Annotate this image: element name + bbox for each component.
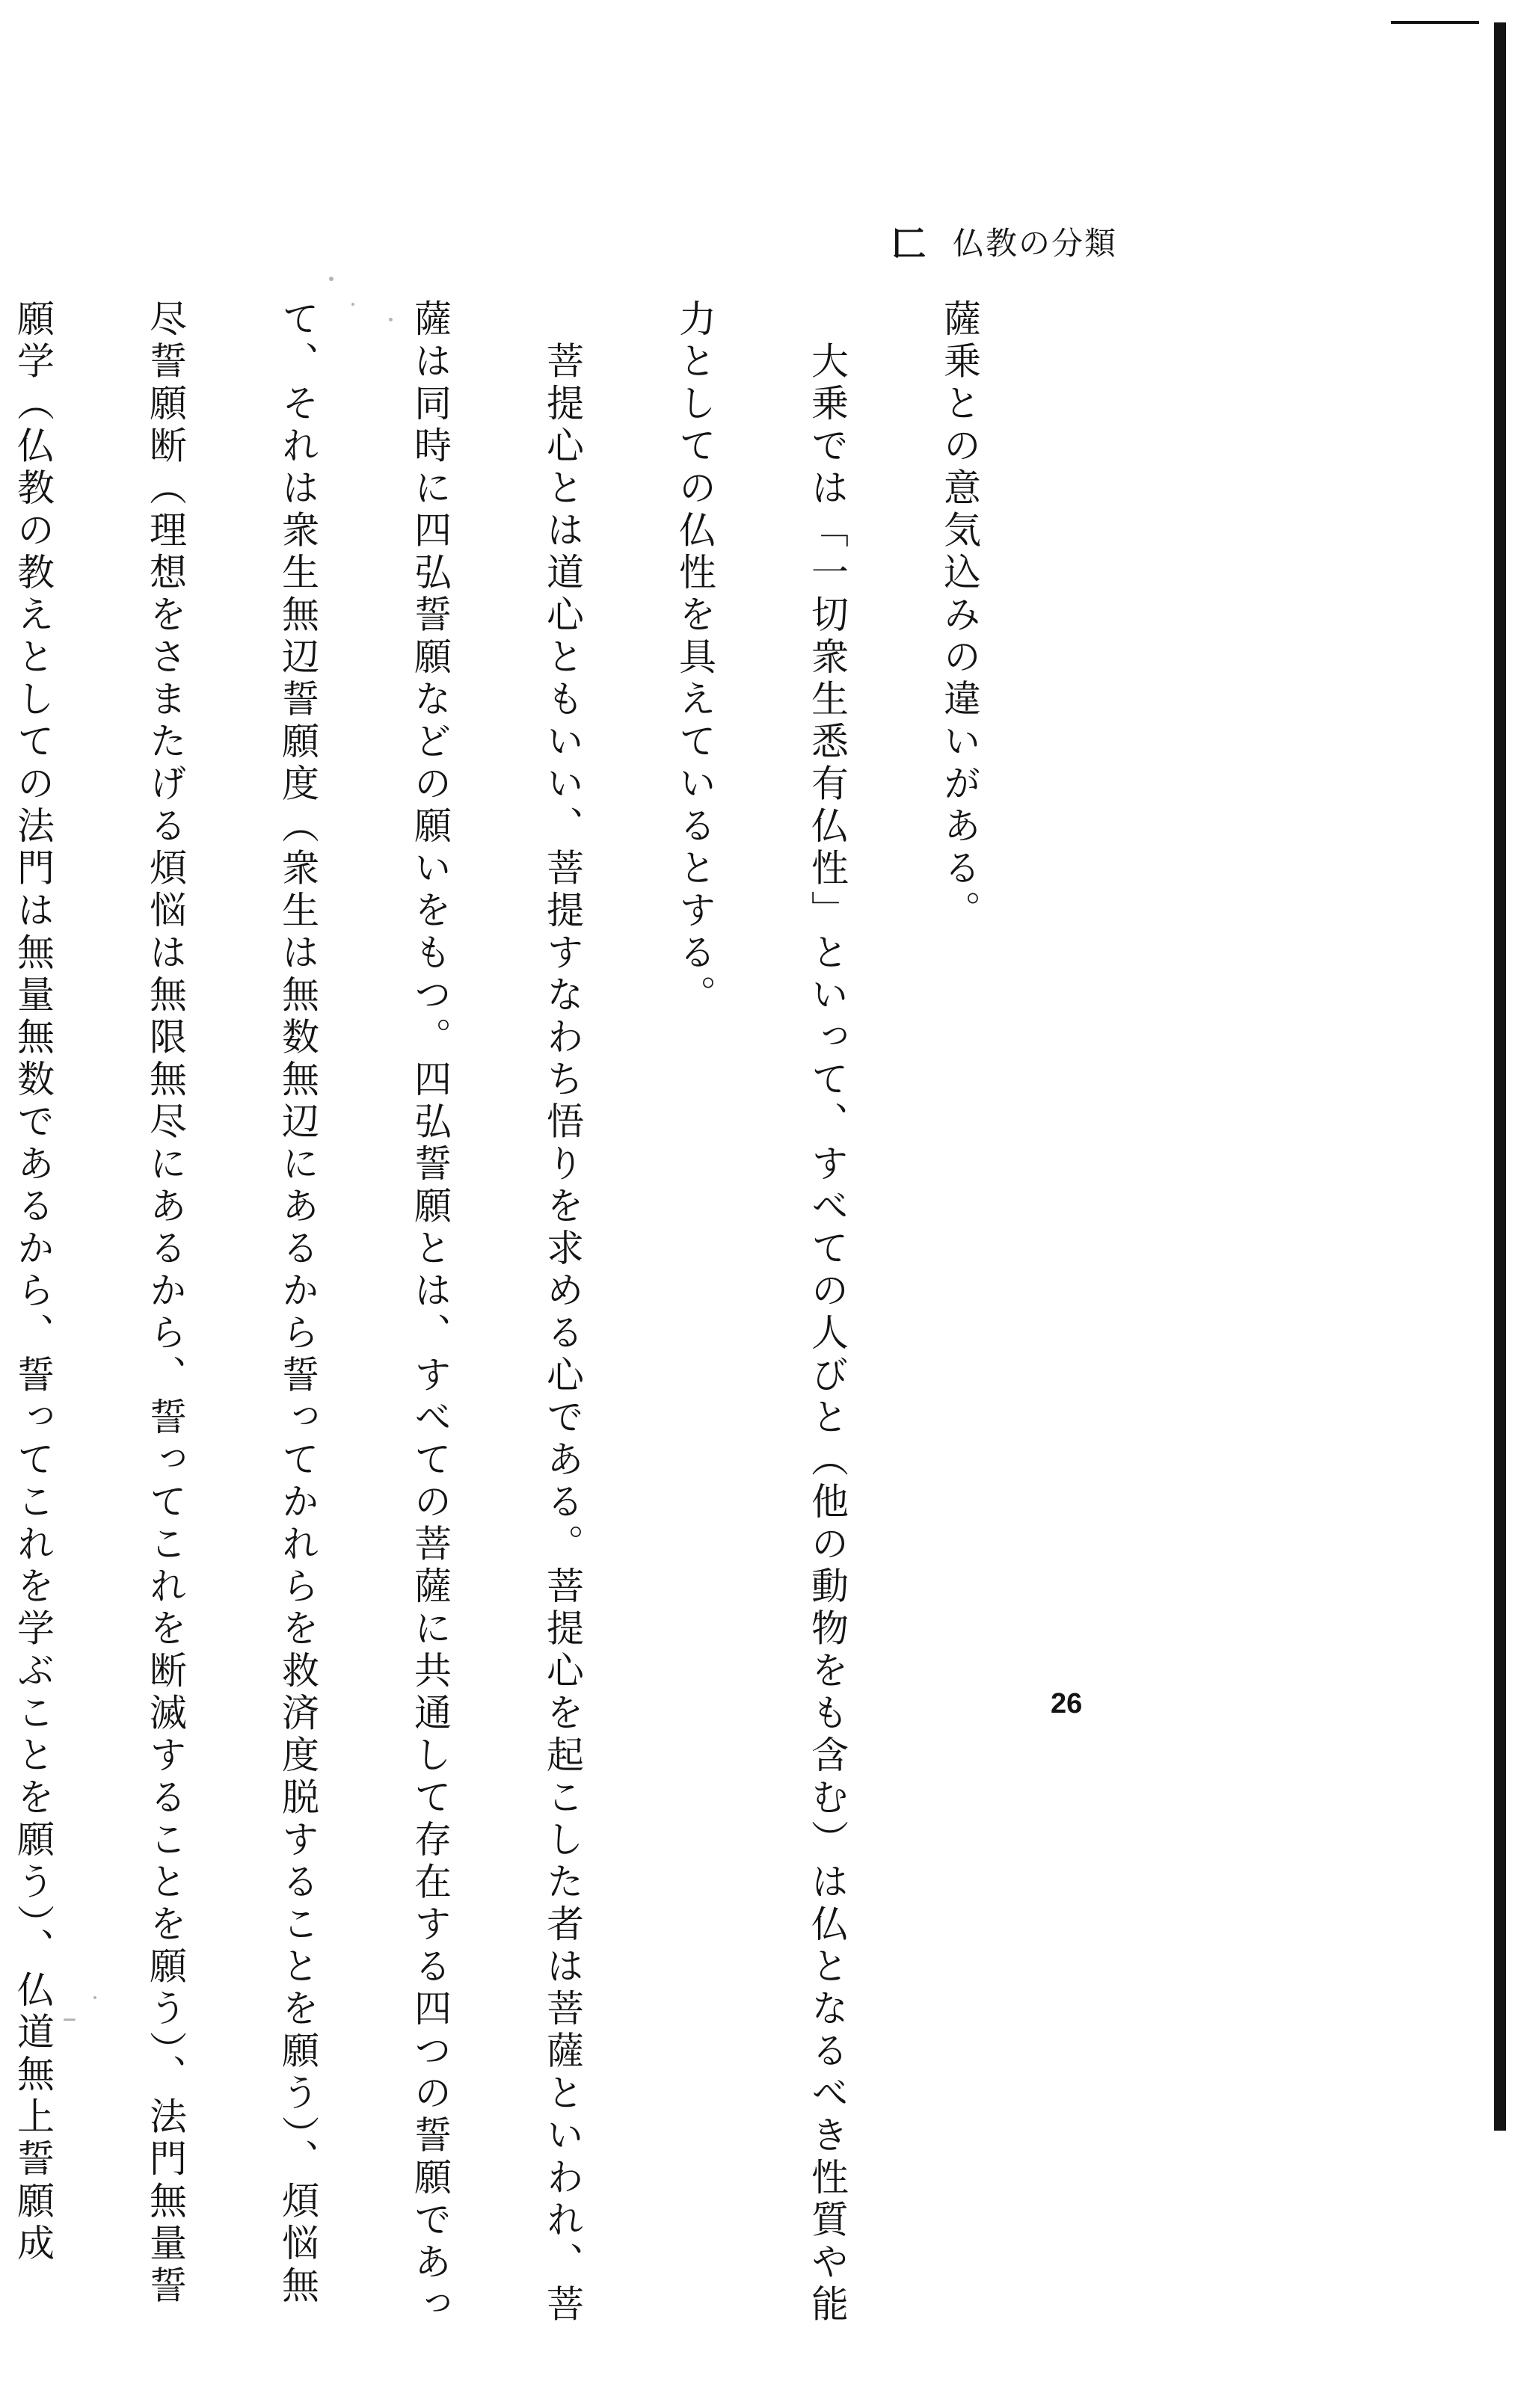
page-number: 26 xyxy=(1051,1688,1083,1719)
text-column: 菩提心とは道心ともいい、菩提すなわち悟りを求める心である。菩提心を起こした者は菩薩といわれ、菩 xyxy=(541,299,584,2327)
scan-speck xyxy=(64,2019,76,2021)
text-column: 薩乗との意気込みの違いがある。 xyxy=(938,299,981,933)
text-column: 願学（仏教の教えとしての法門は無量無数であるから、誓ってこれを学ぶことを願う）、仏道無上誓願成 xyxy=(11,299,55,2266)
running-header xyxy=(891,217,1117,266)
text-column: て、それは衆生無辺誓願度（衆生は無数無辺にあるから誓ってかれらを救済度脱することを願う）、煩悩無 xyxy=(276,299,319,2308)
chapter-number: 匚 xyxy=(891,224,927,264)
text-column: 薩は同時に四弘誓願などの願いをもつ。四弘誓願とは、すべての菩薩に共通して存在する四つの誓願であっ xyxy=(408,299,452,2327)
top-edge-rule xyxy=(1391,21,1479,24)
scan-speck xyxy=(329,277,334,281)
chapter-title: 仏教の分類 xyxy=(953,225,1118,262)
text-column: 力としての仏性を具えているとする。 xyxy=(673,299,716,1017)
right-edge-shadow xyxy=(1494,22,1506,2131)
body-text xyxy=(11,299,1069,2327)
text-column: 大乗では「一切衆生悉有仏性」といって、すべての人びと（他の動物をも含む）は仏となるべき性質や能 xyxy=(805,299,849,2327)
scan-speck xyxy=(93,1996,96,1999)
text-column: 尽誓願断（理想をさまたげる煩悩は無限無尽にあるから、誓ってこれを断滅することを願う）、法門無量誓 xyxy=(144,299,187,2308)
